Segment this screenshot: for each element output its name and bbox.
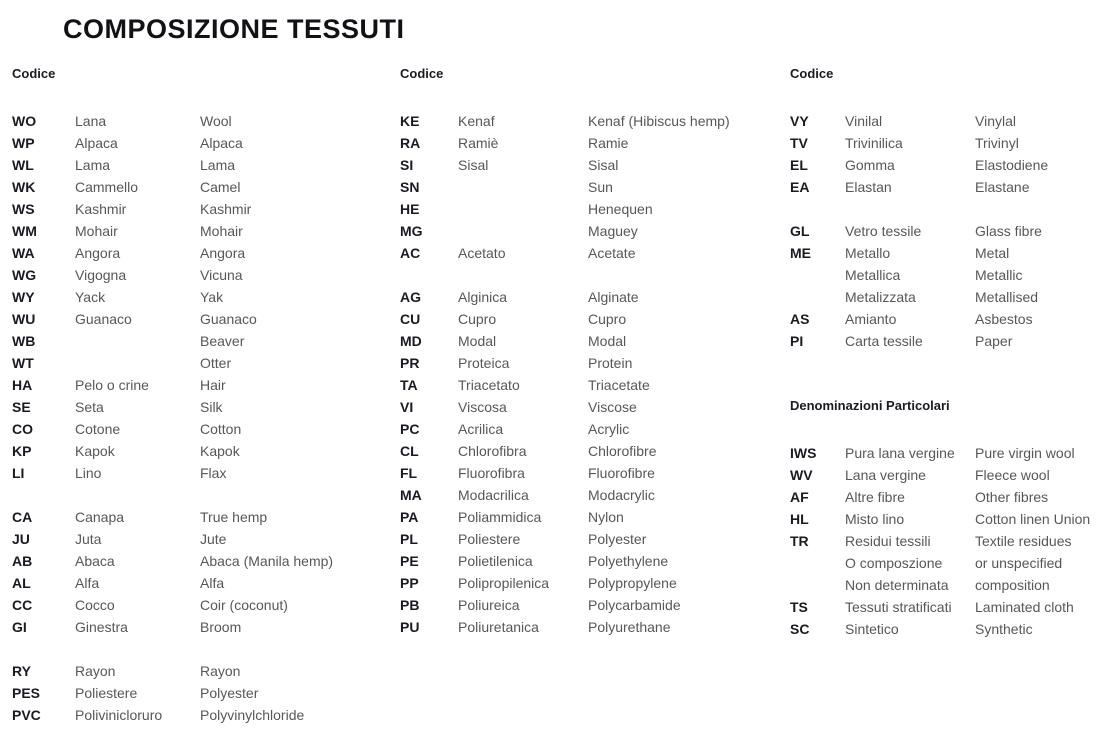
table-row bbox=[400, 462, 778, 484]
italian-name-cell: Poliammidica bbox=[458, 509, 542, 525]
code-cell: PVC bbox=[12, 707, 41, 723]
english-name-cell: Viscose bbox=[588, 399, 637, 415]
italian-name-cell: Fluorofibra bbox=[458, 465, 525, 481]
english-name-cell: Wool bbox=[200, 113, 232, 129]
italian-name-cell: Vetro tessile bbox=[845, 223, 922, 239]
italian-name-cell: Abaca bbox=[75, 553, 115, 569]
table-row bbox=[400, 220, 778, 242]
code-cell: RA bbox=[400, 135, 421, 151]
italian-name-cell: O composzione bbox=[845, 555, 943, 571]
code-cell: WM bbox=[12, 223, 37, 239]
column-header-codice-3: Codice bbox=[790, 66, 834, 81]
italian-name-cell: Ginestra bbox=[75, 619, 128, 635]
italian-name-cell: Metallo bbox=[845, 245, 891, 261]
code-cell: TS bbox=[790, 599, 808, 615]
english-name-cell: Broom bbox=[200, 619, 242, 635]
english-name-cell: Vinylal bbox=[975, 113, 1016, 129]
code-cell: PC bbox=[400, 421, 420, 437]
code-cell: SC bbox=[790, 621, 810, 637]
table-row bbox=[400, 572, 778, 594]
english-name-cell: Fleece wool bbox=[975, 467, 1050, 483]
italian-name-cell: Seta bbox=[75, 399, 104, 415]
code-cell: AF bbox=[790, 489, 809, 505]
table-row bbox=[12, 616, 390, 638]
italian-name-cell: Lino bbox=[75, 465, 102, 481]
english-name-cell: Acrylic bbox=[588, 421, 630, 437]
english-name-cell: Fluorofibre bbox=[588, 465, 655, 481]
table-row bbox=[12, 462, 390, 484]
code-cell: WO bbox=[12, 113, 37, 129]
code-cell: AS bbox=[790, 311, 810, 327]
italian-name-cell: Tessuti stratificati bbox=[845, 599, 952, 615]
code-cell: WL bbox=[12, 157, 34, 173]
table-row bbox=[790, 574, 1102, 596]
table-row bbox=[400, 330, 778, 352]
english-name-cell: or unspecified bbox=[975, 555, 1063, 571]
italian-name-cell: Viscosa bbox=[458, 399, 507, 415]
italian-name-cell: Pelo o crine bbox=[75, 377, 149, 393]
english-name-cell: Acetate bbox=[588, 245, 636, 261]
english-name-cell: Alpaca bbox=[200, 135, 243, 151]
table-row bbox=[400, 176, 778, 198]
table-row bbox=[12, 286, 390, 308]
table-row bbox=[12, 594, 390, 616]
english-name-cell: Cupro bbox=[588, 311, 627, 327]
table-row bbox=[400, 286, 778, 308]
table-row bbox=[790, 154, 1102, 176]
code-cell: WU bbox=[12, 311, 36, 327]
english-name-cell: Cotton linen Union bbox=[975, 511, 1091, 527]
code-cell: LI bbox=[12, 465, 25, 481]
italian-name-cell: Mohair bbox=[75, 223, 118, 239]
code-cell: WV bbox=[790, 467, 813, 483]
english-name-cell: Polyurethane bbox=[588, 619, 671, 635]
code-cell: MA bbox=[400, 487, 422, 503]
column-header-codice-1: Codice bbox=[12, 66, 56, 81]
english-name-cell: Polyvinylchloride bbox=[200, 707, 305, 723]
table-row bbox=[790, 330, 1102, 352]
italian-name-cell: Modacrilica bbox=[458, 487, 529, 503]
table-row bbox=[790, 242, 1102, 264]
english-name-cell: Lama bbox=[200, 157, 236, 173]
table-row bbox=[400, 374, 778, 396]
english-name-cell: Ramie bbox=[588, 135, 629, 151]
code-cell: SE bbox=[12, 399, 31, 415]
english-name-cell: True hemp bbox=[200, 509, 268, 525]
table-row bbox=[400, 550, 778, 572]
english-name-cell: Alginate bbox=[588, 289, 639, 305]
code-cell: RY bbox=[12, 663, 31, 679]
table-row bbox=[790, 286, 1102, 308]
code-cell: WA bbox=[12, 245, 35, 261]
english-name-cell: Elastane bbox=[975, 179, 1030, 195]
italian-name-cell: Lana vergine bbox=[845, 467, 926, 483]
italian-name-cell: Angora bbox=[75, 245, 121, 261]
italian-name-cell: Poliestere bbox=[458, 531, 521, 547]
italian-name-cell: Metallica bbox=[845, 267, 901, 283]
code-cell: PL bbox=[400, 531, 418, 547]
column-header-codice-2: Codice bbox=[400, 66, 444, 81]
english-name-cell: Metallic bbox=[975, 267, 1023, 283]
english-name-cell: Kenaf (Hibiscus hemp) bbox=[588, 113, 730, 129]
italian-name-cell: Acrilica bbox=[458, 421, 504, 437]
column-synthetic-special bbox=[790, 66, 1102, 640]
table-row bbox=[790, 464, 1102, 486]
italian-name-cell: Cotone bbox=[75, 421, 121, 437]
code-cell: WP bbox=[12, 135, 35, 151]
table-row bbox=[400, 484, 778, 506]
english-name-cell: Nylon bbox=[588, 509, 624, 525]
code-cell: WY bbox=[12, 289, 35, 305]
italian-name-cell: Amianto bbox=[845, 311, 897, 327]
italian-name-cell: Lama bbox=[75, 157, 111, 173]
italian-name-cell: Proteica bbox=[458, 355, 510, 371]
english-name-cell: Paper bbox=[975, 333, 1013, 349]
english-name-cell: Elastodiene bbox=[975, 157, 1049, 173]
code-cell: TA bbox=[400, 377, 418, 393]
table-row bbox=[400, 154, 778, 176]
code-cell: KP bbox=[12, 443, 32, 459]
italian-name-cell: Juta bbox=[75, 531, 102, 547]
table-row bbox=[12, 396, 390, 418]
italian-name-cell: Polivinicloruro bbox=[75, 707, 163, 723]
italian-name-cell: Alginica bbox=[458, 289, 508, 305]
italian-name-cell: Chlorofibra bbox=[458, 443, 527, 459]
section-header-denominazioni-particolari: Denominazioni Particolari bbox=[790, 398, 950, 413]
code-cell: PE bbox=[400, 553, 419, 569]
italian-name-cell: Trivinilica bbox=[845, 135, 903, 151]
page-title: COMPOSIZIONE TESSUTI bbox=[63, 14, 405, 44]
table-row bbox=[790, 132, 1102, 154]
italian-name-cell: Ramiè bbox=[458, 135, 499, 151]
english-name-cell: Alfa bbox=[200, 575, 225, 591]
code-cell: PR bbox=[400, 355, 420, 371]
italian-name-cell: Sintetico bbox=[845, 621, 899, 637]
english-name-cell: Polypropylene bbox=[588, 575, 677, 591]
english-name-cell: Silk bbox=[200, 399, 223, 415]
english-name-cell: Coir (coconut) bbox=[200, 597, 288, 613]
table-row bbox=[12, 220, 390, 242]
code-cell: EL bbox=[790, 157, 808, 173]
table-row bbox=[12, 330, 390, 352]
italian-name-cell: Residui tessili bbox=[845, 533, 931, 549]
english-name-cell: Kapok bbox=[200, 443, 240, 459]
table-row bbox=[12, 704, 390, 726]
italian-name-cell: Elastan bbox=[845, 179, 892, 195]
code-cell: HA bbox=[12, 377, 33, 393]
code-cell: GL bbox=[790, 223, 810, 239]
table-row bbox=[790, 486, 1102, 508]
code-cell: VY bbox=[790, 113, 809, 129]
table-row bbox=[790, 264, 1102, 286]
english-name-cell: Hair bbox=[200, 377, 226, 393]
code-cell: CO bbox=[12, 421, 33, 437]
english-name-cell: Modacrylic bbox=[588, 487, 655, 503]
code-cell: WG bbox=[12, 267, 37, 283]
code-cell: GI bbox=[12, 619, 27, 635]
table-row bbox=[400, 506, 778, 528]
code-cell: WK bbox=[12, 179, 36, 195]
table-row bbox=[12, 154, 390, 176]
italian-name-cell: Vinilal bbox=[845, 113, 883, 129]
table-row bbox=[12, 198, 390, 220]
italian-name-cell: Polipropilenica bbox=[458, 575, 550, 591]
code-cell: CA bbox=[12, 509, 33, 525]
english-name-cell: Sisal bbox=[588, 157, 619, 173]
row-spacer bbox=[400, 264, 778, 286]
italian-name-cell: Polietilenica bbox=[458, 553, 533, 569]
code-cell: WT bbox=[12, 355, 34, 371]
table-row bbox=[12, 506, 390, 528]
table-row bbox=[400, 308, 778, 330]
table-row bbox=[790, 530, 1102, 552]
code-cell: TV bbox=[790, 135, 808, 151]
italian-name-cell: Cocco bbox=[75, 597, 115, 613]
italian-name-cell: Poliestere bbox=[75, 685, 138, 701]
english-name-cell: Other fibres bbox=[975, 489, 1049, 505]
table-row bbox=[12, 528, 390, 550]
english-name-cell: Protein bbox=[588, 355, 633, 371]
table-row bbox=[400, 418, 778, 440]
english-name-cell: Asbestos bbox=[975, 311, 1033, 327]
english-name-cell: Abaca (Manila hemp) bbox=[200, 553, 334, 569]
code-cell: TR bbox=[790, 533, 809, 549]
italian-name-cell: Carta tessile bbox=[845, 333, 923, 349]
code-table-3 bbox=[790, 110, 1102, 352]
italian-name-cell: Kashmir bbox=[75, 201, 127, 217]
code-cell: AB bbox=[12, 553, 33, 569]
code-cell: AL bbox=[12, 575, 31, 591]
italian-name-cell: Metalizzata bbox=[845, 289, 916, 305]
code-cell: ME bbox=[790, 245, 811, 261]
italian-name-cell: Kenaf bbox=[458, 113, 495, 129]
code-cell: PU bbox=[400, 619, 420, 635]
code-cell: HE bbox=[400, 201, 420, 217]
table-row bbox=[790, 442, 1102, 464]
italian-name-cell: Poliuretanica bbox=[458, 619, 539, 635]
code-cell: PES bbox=[12, 685, 41, 701]
italian-name-cell: Canapa bbox=[75, 509, 125, 525]
english-name-cell: Flax bbox=[200, 465, 227, 481]
italian-name-cell: Vigogna bbox=[75, 267, 127, 283]
table-row bbox=[790, 110, 1102, 132]
english-name-cell: Henequen bbox=[588, 201, 653, 217]
table-row bbox=[790, 596, 1102, 618]
table-row bbox=[790, 508, 1102, 530]
code-cell: IWS bbox=[790, 445, 817, 461]
table-row bbox=[790, 176, 1102, 198]
table-row bbox=[12, 264, 390, 286]
english-name-cell: Guanaco bbox=[200, 311, 257, 327]
english-name-cell: Modal bbox=[588, 333, 627, 349]
table-row bbox=[12, 176, 390, 198]
table-row bbox=[790, 220, 1102, 242]
row-spacer bbox=[790, 198, 1102, 220]
table-row bbox=[12, 132, 390, 154]
code-cell: CU bbox=[400, 311, 421, 327]
english-name-cell: Beaver bbox=[200, 333, 245, 349]
english-name-cell: Sun bbox=[588, 179, 613, 195]
italian-name-cell: Rayon bbox=[75, 663, 116, 679]
code-cell: JU bbox=[12, 531, 30, 547]
english-name-cell: Otter bbox=[200, 355, 232, 371]
english-name-cell: Polyester bbox=[200, 685, 259, 701]
code-cell: EA bbox=[790, 179, 810, 195]
table-row bbox=[400, 242, 778, 264]
code-cell: CL bbox=[400, 443, 419, 459]
english-name-cell: Glass fibre bbox=[975, 223, 1042, 239]
code-cell: VI bbox=[400, 399, 414, 415]
italian-name-cell: Altre fibre bbox=[845, 489, 905, 505]
code-table-1 bbox=[12, 110, 390, 726]
table-row bbox=[12, 110, 390, 132]
italian-name-cell: Guanaco bbox=[75, 311, 132, 327]
code-cell: KE bbox=[400, 113, 420, 129]
table-row bbox=[400, 594, 778, 616]
english-name-cell: Textile residues bbox=[975, 533, 1072, 549]
row-spacer bbox=[12, 638, 390, 660]
code-cell: PI bbox=[790, 333, 804, 349]
table-row bbox=[12, 550, 390, 572]
table-row bbox=[12, 418, 390, 440]
table-row bbox=[400, 528, 778, 550]
english-name-cell: Pure virgin wool bbox=[975, 445, 1075, 461]
table-row bbox=[400, 440, 778, 462]
code-table-2 bbox=[400, 110, 778, 638]
italian-name-cell: Misto lino bbox=[845, 511, 905, 527]
table-row bbox=[400, 132, 778, 154]
english-name-cell: Laminated cloth bbox=[975, 599, 1074, 615]
code-cell: PA bbox=[400, 509, 419, 525]
english-name-cell: Angora bbox=[200, 245, 246, 261]
table-row bbox=[790, 552, 1102, 574]
table-row bbox=[12, 242, 390, 264]
english-name-cell: composition bbox=[975, 577, 1050, 593]
italian-name-cell: Triacetato bbox=[458, 377, 520, 393]
english-name-cell: Camel bbox=[200, 179, 241, 195]
english-name-cell: Mohair bbox=[200, 223, 243, 239]
code-cell: CC bbox=[12, 597, 33, 613]
table-row bbox=[400, 396, 778, 418]
english-name-cell: Triacetate bbox=[588, 377, 650, 393]
code-cell: MD bbox=[400, 333, 422, 349]
column-plant-manmade-fibres bbox=[400, 66, 778, 638]
row-spacer bbox=[12, 484, 390, 506]
code-cell: SN bbox=[400, 179, 420, 195]
english-name-cell: Jute bbox=[200, 531, 227, 547]
table-row bbox=[790, 618, 1102, 640]
italian-name-cell: Alfa bbox=[75, 575, 100, 591]
italian-name-cell: Gomma bbox=[845, 157, 895, 173]
english-name-cell: Rayon bbox=[200, 663, 241, 679]
table-row bbox=[400, 198, 778, 220]
italian-name-cell: Poliureica bbox=[458, 597, 520, 613]
table-row bbox=[12, 352, 390, 374]
english-name-cell: Kashmir bbox=[200, 201, 252, 217]
italian-name-cell: Kapok bbox=[75, 443, 115, 459]
code-cell: MG bbox=[400, 223, 423, 239]
table-row bbox=[12, 682, 390, 704]
code-cell: WS bbox=[12, 201, 35, 217]
italian-name-cell: Sisal bbox=[458, 157, 489, 173]
code-cell: PP bbox=[400, 575, 419, 591]
code-cell: FL bbox=[400, 465, 418, 481]
english-name-cell: Vicuna bbox=[200, 267, 243, 283]
code-cell: HL bbox=[790, 511, 809, 527]
italian-name-cell: Lana bbox=[75, 113, 107, 129]
table-row bbox=[12, 660, 390, 682]
table-row bbox=[790, 308, 1102, 330]
italian-name-cell: Cupro bbox=[458, 311, 497, 327]
italian-name-cell: Pura lana vergine bbox=[845, 445, 955, 461]
english-name-cell: Polycarbamide bbox=[588, 597, 681, 613]
code-cell: AC bbox=[400, 245, 421, 261]
english-name-cell: Cotton bbox=[200, 421, 242, 437]
table-row bbox=[12, 572, 390, 594]
code-table-denominazioni bbox=[790, 442, 1102, 640]
table-row bbox=[400, 110, 778, 132]
column-natural-fibres bbox=[12, 66, 390, 726]
code-cell: SI bbox=[400, 157, 414, 173]
italian-name-cell: Non determinata bbox=[845, 577, 949, 593]
italian-name-cell: Alpaca bbox=[75, 135, 118, 151]
italian-name-cell: Cammello bbox=[75, 179, 139, 195]
english-name-cell: Yak bbox=[200, 289, 224, 305]
italian-name-cell: Modal bbox=[458, 333, 497, 349]
english-name-cell: Chlorofibre bbox=[588, 443, 657, 459]
italian-name-cell: Acetato bbox=[458, 245, 506, 261]
english-name-cell: Polyethylene bbox=[588, 553, 669, 569]
english-name-cell: Polyester bbox=[588, 531, 647, 547]
table-row bbox=[12, 308, 390, 330]
code-cell: PB bbox=[400, 597, 420, 613]
english-name-cell: Maguey bbox=[588, 223, 638, 239]
code-cell: AG bbox=[400, 289, 421, 305]
table-row bbox=[400, 616, 778, 638]
table-row bbox=[400, 352, 778, 374]
table-row bbox=[12, 440, 390, 462]
english-name-cell: Synthetic bbox=[975, 621, 1033, 637]
code-cell: WB bbox=[12, 333, 36, 349]
english-name-cell: Metal bbox=[975, 245, 1010, 261]
english-name-cell: Metallised bbox=[975, 289, 1039, 305]
italian-name-cell: Yack bbox=[75, 289, 106, 305]
english-name-cell: Trivinyl bbox=[975, 135, 1019, 151]
table-row bbox=[12, 374, 390, 396]
